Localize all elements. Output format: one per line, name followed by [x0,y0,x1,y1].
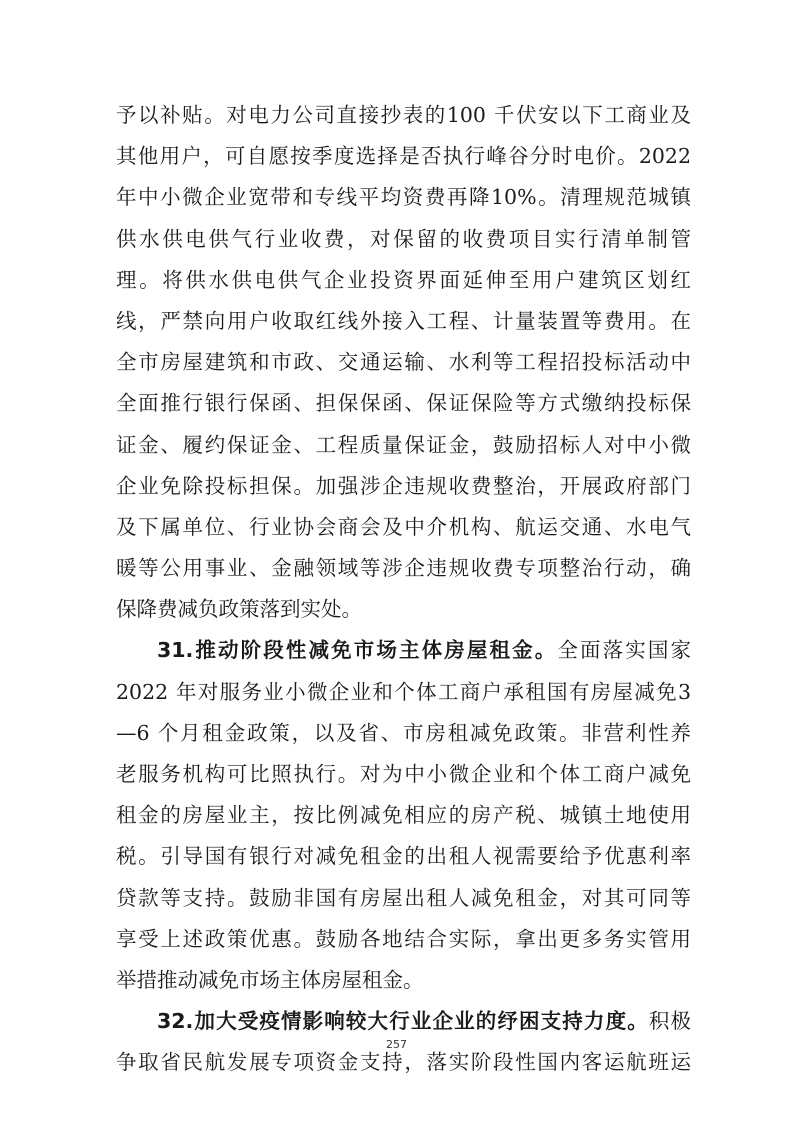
text-line: 保降费减负政策落到实处。 [116,597,362,622]
paragraph-fees [116,95,691,630]
text-line: 理。将供水供电供气企业投资界面延伸至用户建筑区划红 [116,267,691,292]
text-line: 及下属单位、行业协会商会及中介机构、航运交通、水电气 [116,514,691,539]
text-line: 暖等公用事业、金融领域等涉企违规收费专项整治行动，确 [116,556,691,581]
body-text [116,95,691,1084]
text-line: —6 个月租金政策，以及省、市房租减免政策。非营利性养 [116,720,691,745]
text-line: 全面推行银行保函、担保保函、保证保险等方式缴纳投标保 [116,391,691,416]
text-line: 予以补贴。对电力公司直接抄表的100 千伏安以下工商业及 [116,103,691,127]
text-line: 供水供电供气行业收费，对保留的收费项目实行清单制管 [116,226,691,251]
text-segment: 全面落实国家 [557,638,691,663]
text-line: 举措推动减免市场主体房屋租金。 [116,967,424,992]
text-line: 享受上述政策优惠。鼓励各地结合实际，拿出更多务实管用 [116,926,691,951]
section-heading-32: 32.加大受疫情影响较大行业企业的纾困支持力度。 [157,1009,649,1034]
text-line: 年中小微企业宽带和专线平均资费再降10%。清理规范城镇 [116,185,691,210]
paragraph-first-line [116,630,691,671]
text-line: 税。引导国有银行对减免租金的出租人视需要给予优惠利率 [116,844,691,869]
section-heading-31: 31.推动阶段性减免市场主体房屋租金。 [157,638,558,663]
text-line: 2022 年对服务业小微企业和个体工商户承租国有房屋减免3 [116,679,691,704]
paragraph-first-line [116,1001,691,1042]
text-line: 全市房屋建筑和市政、交通运输、水利等工程招投标活动中 [116,350,691,375]
text-line: 租金的房屋业主，按比例减免相应的房产税、城镇土地使用 [116,803,691,828]
paragraph-rent-relief [116,630,691,1001]
text-line: 贷款等支持。鼓励非国有房屋出租人减免租金，对其可同等 [116,885,691,910]
text-line: 老服务机构可比照执行。对为中小微企业和个体工商户减免 [116,762,691,786]
text-line: 证金、履约保证金、工程质量保证金，鼓励招标人对中小微 [116,432,691,457]
text-line: 企业免除投标担保。加强涉企违规收费整治，开展政府部门 [116,473,691,498]
text-segment: 积极 [648,1009,691,1034]
page-number: 257 [386,1038,407,1051]
text-line: 其他用户，可自愿按季度选择是否执行峰谷分时电价。2022 [116,144,691,169]
text-line: 线，严禁向用户收取红线外接入工程、计量装置等费用。在 [116,308,691,333]
text-line: 争取省民航发展专项资金支持，落实阶段性国内客运航班运 [116,1050,691,1075]
